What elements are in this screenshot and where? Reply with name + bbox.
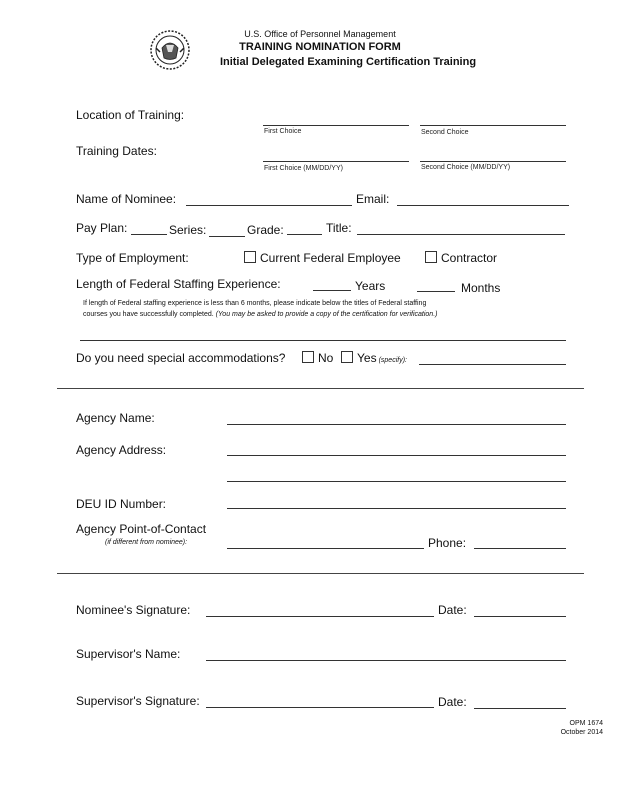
supervisor-date-field[interactable] bbox=[474, 708, 566, 709]
checkbox-no[interactable] bbox=[302, 351, 314, 363]
series-field[interactable] bbox=[209, 236, 245, 237]
dates-second-field[interactable] bbox=[420, 161, 566, 162]
years-field[interactable] bbox=[313, 290, 351, 291]
poc-label: Agency Point-of-Contact bbox=[76, 522, 207, 536]
location-second-field[interactable] bbox=[420, 125, 566, 126]
agency-address-label: Agency Address: bbox=[76, 443, 167, 457]
pay-plan-label: Pay Plan: bbox=[76, 221, 128, 235]
option-yes[interactable] bbox=[341, 351, 407, 365]
supervisor-date-label: Date: bbox=[438, 695, 467, 709]
deu-id-label: DEU ID Number: bbox=[76, 497, 167, 511]
experience-note-italic: (You may be asked to provide a copy of the certification for verification.) bbox=[215, 311, 438, 318]
option-label: Current Federal Employee bbox=[260, 251, 401, 265]
dates-second-caption: Second Choice (MM/DD/YY) bbox=[421, 164, 511, 171]
email-label: Email: bbox=[356, 192, 390, 206]
form-subtitle: Initial Delegated Examining Certification Training bbox=[219, 56, 477, 68]
location-second-caption: Second Choice bbox=[421, 129, 469, 136]
supervisor-name-label: Supervisor's Name: bbox=[76, 647, 181, 661]
nominee-date-field[interactable] bbox=[474, 616, 566, 617]
experience-label: Length of Federal Staffing Experience: bbox=[76, 277, 281, 291]
nominee-signature-field[interactable] bbox=[206, 616, 434, 617]
employment-type-label: Type of Employment: bbox=[76, 251, 189, 265]
deu-id-field[interactable] bbox=[227, 508, 566, 509]
title-field[interactable] bbox=[357, 234, 565, 235]
specify-caption: (specify): bbox=[378, 357, 407, 364]
checkbox-contractor[interactable] bbox=[425, 251, 437, 263]
phone-field[interactable] bbox=[474, 548, 566, 549]
supervisor-signature-field[interactable] bbox=[206, 707, 434, 708]
option-no[interactable] bbox=[302, 351, 333, 365]
location-first-caption: First Choice bbox=[264, 128, 302, 135]
accommodations-label: Do you need special accommodations? bbox=[76, 351, 286, 365]
option-label: No bbox=[318, 351, 334, 365]
section-divider bbox=[57, 388, 584, 389]
agency-address-field-2[interactable] bbox=[227, 481, 566, 482]
nominee-name-field[interactable] bbox=[186, 205, 352, 206]
checkbox-yes[interactable] bbox=[341, 351, 353, 363]
accommodations-specify-field[interactable] bbox=[419, 364, 566, 365]
experience-note-text: courses you have successfully completed. bbox=[83, 311, 214, 318]
dates-first-field[interactable] bbox=[263, 161, 409, 162]
option-contractor[interactable] bbox=[425, 251, 497, 265]
nominee-date-label: Date: bbox=[438, 603, 467, 617]
option-label: Contractor bbox=[441, 251, 498, 265]
agency-address-field-1[interactable] bbox=[227, 455, 566, 456]
training-dates-label: Training Dates: bbox=[76, 144, 157, 158]
form-number: OPM 1674 bbox=[569, 720, 603, 727]
months-label: Months bbox=[461, 281, 501, 295]
poc-field[interactable] bbox=[227, 548, 424, 549]
experience-note-line1: If length of Federal staffing experience is less than 6 months, please indicate below the titles of Federal staffing bbox=[83, 300, 427, 307]
grade-label: Grade: bbox=[247, 223, 284, 237]
supervisor-name-field[interactable] bbox=[206, 660, 566, 661]
agency-name-field[interactable] bbox=[227, 424, 566, 425]
location-label: Location of Training: bbox=[76, 108, 185, 122]
checkbox-current-federal-employee[interactable] bbox=[244, 251, 256, 263]
pay-plan-field[interactable] bbox=[131, 234, 167, 235]
series-label: Series: bbox=[169, 223, 207, 237]
title-label: Title: bbox=[326, 221, 352, 235]
agency-name: U.S. Office of Personnel Management bbox=[244, 29, 396, 39]
option-current-federal-employee[interactable] bbox=[244, 251, 401, 265]
nominee-name-label: Name of Nominee: bbox=[76, 192, 177, 206]
courses-field[interactable] bbox=[80, 340, 566, 341]
months-field[interactable] bbox=[417, 291, 455, 292]
phone-label: Phone: bbox=[428, 536, 467, 550]
form-date: October 2014 bbox=[560, 729, 603, 736]
grade-field[interactable] bbox=[287, 234, 322, 235]
location-first-field[interactable] bbox=[263, 125, 409, 126]
option-label: Yes bbox=[357, 351, 377, 365]
nominee-signature-label: Nominee's Signature: bbox=[76, 603, 191, 617]
section-divider bbox=[57, 573, 584, 574]
email-field[interactable] bbox=[397, 205, 569, 206]
years-label: Years bbox=[355, 279, 386, 293]
poc-note: (if different from nominee): bbox=[105, 539, 188, 546]
supervisor-signature-label: Supervisor's Signature: bbox=[76, 694, 200, 708]
form-title: TRAINING NOMINATION FORM bbox=[239, 41, 401, 53]
agency-name-label: Agency Name: bbox=[76, 411, 155, 425]
dates-first-caption: First Choice (MM/DD/YY) bbox=[264, 165, 343, 172]
experience-note-line2 bbox=[83, 311, 437, 318]
